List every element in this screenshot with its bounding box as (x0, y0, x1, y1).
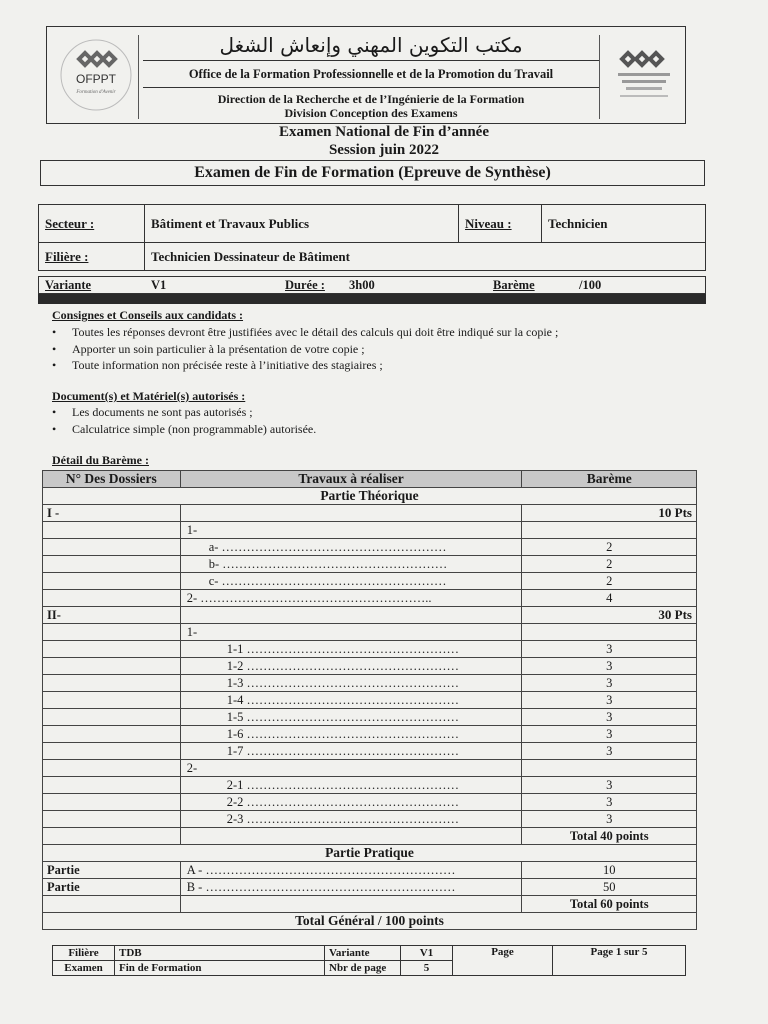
travaux-cell: 1-2 …………………………………………… (180, 658, 522, 675)
footer-filiere-value: TDB (115, 946, 325, 961)
footer-table (52, 945, 686, 976)
bareme-row (43, 777, 697, 794)
travaux-cell: 1-1 …………………………………………… (180, 641, 522, 658)
total-pratique: Total 60 points (522, 896, 697, 913)
bareme-cell: 30 Pts (522, 607, 697, 624)
travaux-cell: 1-5 …………………………………………… (180, 709, 522, 726)
dossier-cell: Partie (43, 879, 181, 896)
dossier-cell (43, 556, 181, 573)
session-title: Session juin 2022 (328, 142, 440, 158)
col-bareme: Barème (522, 471, 697, 488)
travaux-cell: 1- (180, 522, 522, 539)
bareme-cell: 2 (522, 539, 697, 556)
bareme-heading: Détail du Barème : (52, 453, 149, 467)
bareme-cell (522, 760, 697, 777)
footer-examen-label: Examen (53, 961, 115, 976)
travaux-cell: 2-1 …………………………………………… (180, 777, 522, 794)
bareme-cell: 10 Pts (522, 505, 697, 522)
bareme-header-row (43, 471, 697, 488)
footer-examen-value: Fin de Formation (115, 961, 325, 976)
dossier-cell (43, 590, 181, 607)
secteur-label: Secteur : (39, 205, 145, 243)
dossier-cell (43, 641, 181, 658)
footer-nbr-value: 5 (401, 961, 453, 976)
consigne-item: • Toutes les réponses devront être justifiées avec le détail des calculs qui doit être indiqué sur la copie ; (52, 325, 558, 340)
travaux-cell: 2-3 …………………………………………… (180, 811, 522, 828)
dossier-cell: Partie (43, 862, 181, 879)
header-frame (46, 26, 686, 124)
footer-page-value: Page 1 sur 5 (553, 946, 686, 976)
ofppt-logo-arabic-icon (600, 35, 686, 119)
bareme-row (43, 709, 697, 726)
bareme-row (43, 573, 697, 590)
bareme-cell: 3 (522, 743, 697, 760)
footer-variante-label: Variante (325, 946, 401, 961)
footer-variante-value: V1 (401, 946, 453, 961)
dossier-cell (43, 743, 181, 760)
bareme-cell: 4 (522, 590, 697, 607)
partie-pratique-row (43, 845, 697, 862)
bareme-row (43, 641, 697, 658)
bareme-label: Barème (493, 278, 535, 292)
travaux-cell: 1-3 …………………………………………… (180, 675, 522, 692)
pratique-row (43, 862, 697, 879)
niveau-value: Technicien (542, 205, 706, 243)
dossier-cell (43, 539, 181, 556)
travaux-cell: 1-6 …………………………………………… (180, 726, 522, 743)
travaux-cell: 1-4 …………………………………………… (180, 692, 522, 709)
footer-filiere-label: Filière (53, 946, 115, 961)
bareme-cell: 3 (522, 692, 697, 709)
documents-heading: Document(s) et Matériel(s) autorisés : (52, 389, 246, 403)
bareme-cell: 3 (522, 794, 697, 811)
total-general: Total Général / 100 points (43, 913, 697, 930)
bareme-cell: 3 (522, 658, 697, 675)
dossier-cell (43, 777, 181, 794)
travaux-cell (180, 828, 522, 845)
partie-theorique-row (43, 488, 697, 505)
total-pratique-row (43, 896, 697, 913)
filiere-value: Technicien Dessinateur de Bâtiment (145, 243, 706, 271)
ofppt-logo-icon (53, 35, 139, 119)
epreuve-title: Examen de Fin de Formation (Epreuve de Synthèse) (40, 160, 705, 186)
exam-title: Examen National de Fin d’année (278, 124, 489, 140)
direction-name (143, 92, 599, 120)
bareme-cell: 2 (522, 556, 697, 573)
consigne-item: • Toute information non précisée reste à l’initiative des stagiaires ; (52, 358, 383, 373)
dossier-cell (43, 760, 181, 777)
dossier-cell: I - (43, 505, 181, 522)
filiere-label: Filière : (39, 243, 145, 271)
bareme-cell: 3 (522, 777, 697, 794)
bareme-row (43, 692, 697, 709)
travaux-cell (180, 607, 522, 624)
secteur-value: Bâtiment et Travaux Publics (145, 205, 459, 243)
direction-line: Direction de la Recherche et de l’Ingénierie de la Formation (217, 92, 525, 106)
dossier-cell (43, 573, 181, 590)
travaux-cell: 1- (180, 624, 522, 641)
bareme-value: /100 (579, 278, 602, 292)
bareme-cell (522, 624, 697, 641)
bareme-cell: Total 40 points (522, 828, 697, 845)
bareme-cell: 3 (522, 641, 697, 658)
pratique-row (43, 879, 697, 896)
total-general-row (43, 913, 697, 930)
svg-text:OFPPT: OFPPT (75, 72, 117, 86)
header-center (143, 27, 599, 125)
travaux-cell: c- ……………………………………………… (180, 573, 522, 590)
travaux-cell: 2- (180, 760, 522, 777)
bareme-row (43, 811, 697, 828)
duree-value: 3h00 (349, 278, 375, 292)
bareme-cell: 2 (522, 573, 697, 590)
travaux-cell: a- ……………………………………………… (180, 539, 522, 556)
travaux-cell: A - …………………………………………………… (180, 862, 522, 879)
dossier-cell (43, 658, 181, 675)
arabic-title: مكتب التكوين المهني وإنعاش الشغل (219, 33, 523, 57)
footer-nbr-label: Nbr de page (325, 961, 401, 976)
document-item: • Les documents ne sont pas autorisés ; (52, 405, 253, 420)
info-table (38, 204, 706, 271)
bareme-cell: 10 (522, 862, 697, 879)
travaux-cell: B - …………………………………………………… (180, 879, 522, 896)
empty-cell (180, 896, 522, 913)
bareme-row (43, 726, 697, 743)
consignes-heading: Consignes et Conseils aux candidats : (52, 308, 244, 322)
dossier-cell (43, 522, 181, 539)
division-line: Division Conception des Examens (284, 106, 458, 120)
separator-bar (38, 294, 706, 304)
bareme-row (43, 522, 697, 539)
dossier-cell (43, 811, 181, 828)
travaux-cell: 1-7 …………………………………………… (180, 743, 522, 760)
partie-pratique-label: Partie Pratique (43, 845, 697, 862)
bareme-row (43, 556, 697, 573)
empty-cell (43, 896, 181, 913)
dossier-cell (43, 726, 181, 743)
document-item: • Calculatrice simple (non programmable) autorisée. (52, 422, 316, 437)
bareme-row (43, 539, 697, 556)
consigne-item: • Apporter un soin particulier à la présentation de votre copie ; (52, 342, 365, 357)
bareme-row (43, 675, 697, 692)
col-dossiers: N° Des Dossiers (43, 471, 181, 488)
footer-page-label: Page (453, 946, 553, 976)
travaux-cell: 2-2 …………………………………………… (180, 794, 522, 811)
col-travaux: Travaux à réaliser (180, 471, 522, 488)
travaux-cell: b- ……………………………………………… (180, 556, 522, 573)
dossier-cell (43, 675, 181, 692)
bareme-row (43, 624, 697, 641)
bareme-cell: 3 (522, 811, 697, 828)
bareme-row (43, 505, 697, 522)
dossier-cell (43, 709, 181, 726)
niveau-label: Niveau : (459, 205, 542, 243)
bareme-cell (522, 522, 697, 539)
office-name: Office de la Formation Professionnelle et de la Promotion du Travail (188, 67, 554, 81)
variante-row (38, 276, 706, 294)
bareme-cell: 3 (522, 675, 697, 692)
dossier-cell (43, 828, 181, 845)
ofppt-logo-right (599, 35, 685, 119)
bareme-row (43, 658, 697, 675)
dossier-cell (43, 794, 181, 811)
travaux-cell (180, 505, 522, 522)
bareme-row (43, 828, 697, 845)
variante-label: Variante (45, 278, 92, 292)
bareme-row (43, 794, 697, 811)
ofppt-logo-left (53, 35, 139, 119)
bareme-cell: 3 (522, 726, 697, 743)
bareme-cell: 50 (522, 879, 697, 896)
dossier-cell (43, 692, 181, 709)
partie-theorique-label: Partie Théorique (43, 488, 697, 505)
dossier-cell (43, 624, 181, 641)
bareme-cell: 3 (522, 709, 697, 726)
travaux-cell: 2- ……………………………………………….. (180, 590, 522, 607)
variante-value: V1 (151, 278, 167, 292)
bareme-row (43, 760, 697, 777)
bareme-row (43, 607, 697, 624)
dossier-cell: II- (43, 607, 181, 624)
bareme-row (43, 590, 697, 607)
bareme-row (43, 743, 697, 760)
bareme-table (42, 470, 697, 930)
svg-text:Formation d'Avenir: Formation d'Avenir (76, 90, 116, 95)
duree-label: Durée : (285, 278, 325, 292)
